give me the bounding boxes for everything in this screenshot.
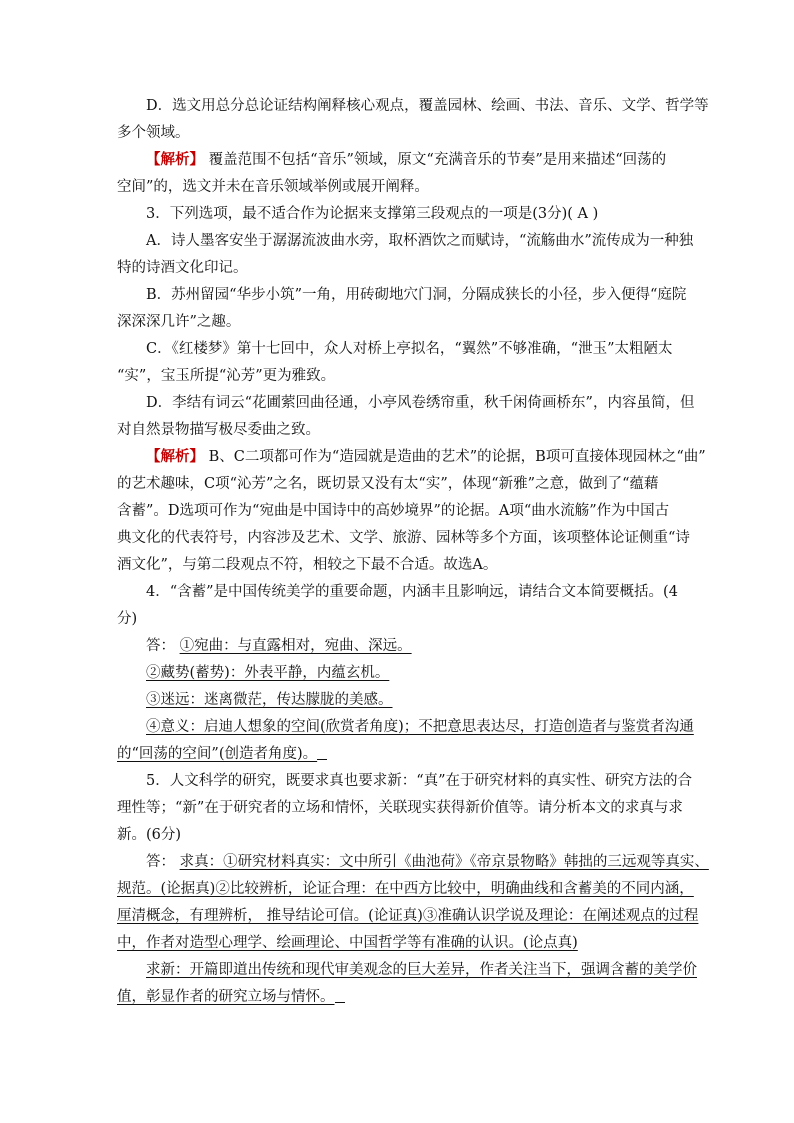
q3-option-b-line2: 深深深几许”之趣。: [117, 314, 241, 330]
q3-analysis-text: B、C二项都可作为“造园就是造曲的艺术”的论据，B项可直接体现园林之“曲”: [204, 449, 706, 465]
q5-truth-line4: 中，作者对造型心理学、绘画理论、中国哲学等有准确的认识。(论点真): [117, 935, 578, 951]
q3-analysis-line5: 酒文化”，与第二段观点不符，相较之下最不合适。故选A。: [117, 557, 498, 573]
analysis-tag: 【解析】: [146, 151, 204, 168]
q3-option-d-line2: 对自然景物描写极尽委曲之致。: [117, 422, 320, 438]
q3-option-b-line1: B．苏州留园“华步小筑”一角，用砖砌地穴门洞，分隔成狭长的小径，步入便得“庭院: [146, 287, 687, 303]
q3-option-c-line1: C．《红楼梦》第十七回中，众人对桥上亭拟名，“翼然”不够准确，“泄玉”太粗陋太: [146, 341, 673, 357]
q2-analysis-line2: 空间”的，选文并未在音乐领域举例或展开阐释。: [117, 179, 429, 195]
q4-answer-point4-line2: 的“回荡的空间”(创造者角度)。: [117, 744, 677, 764]
q3-stem: 3．下列选项，最不适合作为论据来支撑第三段观点的一项是(3分)( A ): [146, 206, 599, 222]
q3-analysis-line1: [146, 447, 706, 467]
q5-novelty-line1: 求新：开篇即道出传统和现代审美观念的巨大差异，作者关注当下，强调含蓄的美学价: [146, 962, 697, 978]
q4-stem-line1: 4．“含蓄”是中国传统美学的重要命题，内涵丰且影响远，请结合文本简要概括。(4: [146, 584, 678, 600]
q4-answer-point3: ③迷远：迷离微茫，传达朦胧的美感。: [146, 692, 393, 708]
q2-option-d-line1: D．选文用总分总论证结构阐释核心观点，覆盖园林、绘画、书法、音乐、文学、哲学等: [146, 98, 709, 114]
analysis-tag: 【解析】: [146, 448, 204, 465]
q5-stem-line2: 理性等；“新”在于研究者的立场和情怀，关联现实获得新价值等。请分析本文的求真与求: [117, 800, 683, 816]
q3-option-d-line1: D．李结有词云“花圃萦回曲径通，小亭风卷绣帘重，秋千闲倚画桥东”，内容虽简，但: [146, 395, 695, 411]
q5-truth-line2: 规范。(论据真)②比较辨析，论证合理：在中西方比较中，明确曲线和含蓄美的不同内涵，: [117, 881, 694, 897]
q3-option-c-line2: “实”，宝玉所提“沁芳”更为雅致。: [117, 368, 336, 384]
q3-option-a-line1: A．诗人墨客安坐于潺潺流波曲水旁，取杯酒饮之而赋诗，“流觞曲水”流传成为一种独: [146, 233, 694, 249]
answer-label: 答：: [146, 854, 175, 870]
answer-blank: [317, 745, 327, 760]
q3-analysis-line3: 含蓄”。D选项可作为“宛曲是中国诗中的高妙境界”的论据。A项“曲水流觞”作为中国古: [117, 503, 670, 519]
q3-analysis-line2: 的艺术趣味，C项“沁芳”之名，既切景又没有太“实”，体现“新雅”之意，做到了“蕴藉: [117, 476, 659, 492]
q5-truth-line1: 求真：①研究材料真实：文中所引《曲池荷》《帝京景物略》韩拙的三远观等真实、: [179, 854, 709, 870]
q5-stem-line3: 新。(6分): [117, 827, 182, 843]
q2-analysis-text: 覆盖范围不包括“音乐”领域，原文“充满音乐的节奏”是用来描述“回荡的: [204, 152, 667, 168]
q4-answer-point2: ②藏势(蓄势)：外表平静，内蕴玄机。: [146, 665, 390, 681]
q2-analysis-line1: [146, 150, 706, 170]
answer-blank: [335, 988, 345, 1003]
q5-truth-line3: 厘清概念，有理辨析， 推导结论可信。(论证真)③准确认识学说及理论：在阐述观点的过程: [117, 908, 699, 924]
q5-novelty-line2: 值，彰显作者的研究立场与情怀。: [117, 987, 677, 1007]
q4-answer-line1: [146, 636, 706, 656]
q4-answer-point1: ①宛曲：与直露相对，宛曲、深远。: [179, 638, 412, 654]
answer-label: 答：: [146, 638, 175, 654]
q3-analysis-line4: 典文化的代表符号，内容涉及艺术、文学、旅游、园林等多个方面，该项整体论证侧重“诗: [117, 530, 690, 546]
q2-option-d-line2: 多个领域。: [117, 125, 190, 141]
q3-option-a-line2: 特的诗酒文化印记。: [117, 260, 248, 276]
q5-stem-line1: 5．人文科学的研究，既要求真也要求新：“真”在于研究材料的真实性、研究方法的合: [146, 773, 693, 789]
q5-answer-line1: [146, 852, 709, 872]
q4-answer-point4-line1: ④意义：启迪人想象的空间(欣赏者角度)；不把意思表达尽，打造创造者与鉴赏者沟通: [146, 719, 694, 735]
q4-stem-line2: 分): [117, 611, 138, 627]
